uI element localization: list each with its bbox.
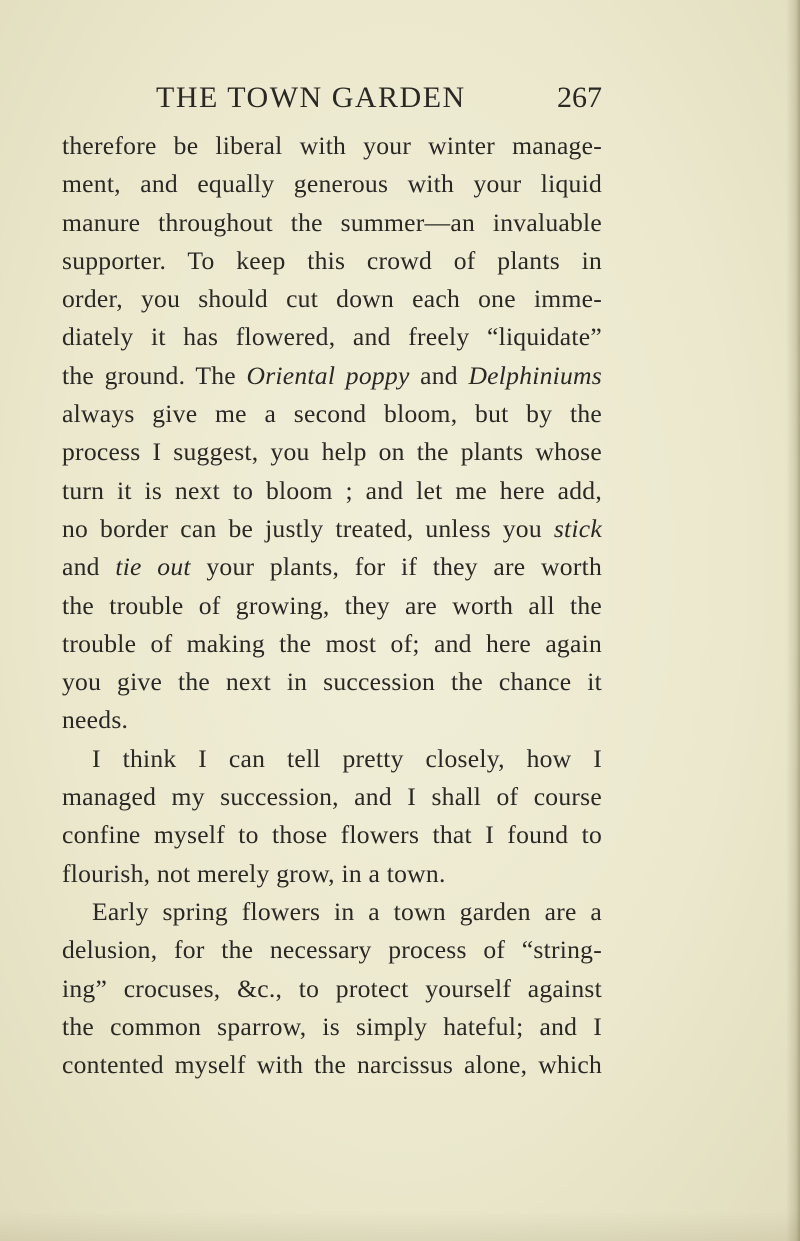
text-line	[62, 510, 602, 548]
text-line	[62, 204, 602, 242]
text-segment: therefore be liberal with your winter manage-	[62, 131, 602, 160]
text-segment: the ground. The	[62, 360, 247, 390]
text-segment: managed my succession, and I shall of course	[62, 782, 602, 812]
text-segment: and	[409, 360, 469, 390]
text-segment: confine myself to those flowers that I found to	[62, 820, 602, 850]
text-segment: the trouble of growing, they are worth all the	[62, 590, 602, 620]
text-line	[62, 165, 602, 203]
text-segment: needs.	[62, 705, 129, 735]
text-line	[62, 701, 602, 739]
text-line	[62, 855, 602, 893]
italic-phrase: stick	[553, 513, 602, 543]
text-segment: no border can be justly treated, unless you	[62, 513, 554, 543]
page-edge-shadow	[786, 0, 800, 1241]
text-segment: always give me a second bloom, but by the	[62, 399, 602, 429]
text-line	[62, 357, 602, 395]
text-segment: your plants, for if they are worth	[190, 552, 602, 582]
text-segment: flourish, not merely grow, in a town.	[62, 858, 446, 888]
text-line	[62, 663, 602, 701]
text-line	[62, 1046, 602, 1084]
text-segment: contented myself with the narcissus alone, which	[62, 1050, 602, 1080]
text-line	[62, 816, 602, 854]
text-segment: process I suggest, you help on the plants whose	[62, 437, 602, 467]
text-line	[62, 587, 602, 625]
text-segment: Early spring flowers in a town garden are a	[92, 896, 602, 926]
italic-phrase: Oriental poppy	[246, 360, 410, 390]
text-line	[62, 893, 602, 931]
text-segment: and	[62, 552, 116, 582]
text-line	[62, 242, 602, 280]
text-line	[62, 280, 602, 318]
text-segment: the common sparrow, is simply hateful; and I	[62, 1011, 602, 1041]
text-line	[62, 625, 602, 663]
text-line	[62, 931, 602, 969]
text-line	[62, 433, 602, 471]
text-line	[62, 778, 602, 816]
page-header	[62, 78, 602, 118]
text-line	[62, 318, 602, 356]
italic-phrase: Delphiniums	[468, 360, 602, 390]
body-text	[62, 127, 602, 1084]
text-segment: you give the next in succession the chance it	[62, 667, 602, 697]
text-segment: ing” crocuses, &c., to protect yourself against	[62, 973, 602, 1003]
text-segment: trouble of making the most of; and here again	[62, 628, 602, 658]
text-segment: manure throughout the summer—an invaluable	[62, 207, 602, 237]
running-title: THE TOWN GARDEN	[156, 81, 466, 114]
text-segment: order, you should cut down each one imme-	[62, 284, 602, 314]
page-number: 267	[557, 81, 602, 114]
text-line	[62, 127, 602, 165]
text-line	[62, 970, 602, 1008]
text-segment: ment, and equally generous with your liquid	[62, 169, 602, 199]
text-line	[62, 1008, 602, 1046]
page-bottom-shading	[0, 1211, 800, 1241]
text-segment: delusion, for the necessary process of “string-	[62, 935, 602, 965]
text-segment: diately it has flowered, and freely “liquidate”	[62, 322, 602, 352]
text-segment: turn it is next to bloom ; and let me here add,	[62, 475, 602, 505]
text-line	[62, 472, 602, 510]
text-segment: I think I can tell pretty closely, how I	[92, 743, 602, 773]
text-line	[62, 548, 602, 586]
text-segment: supporter. To keep this crowd of plants in	[62, 245, 602, 275]
italic-phrase: tie out	[115, 552, 191, 582]
text-line	[62, 740, 602, 778]
text-line	[62, 395, 602, 433]
